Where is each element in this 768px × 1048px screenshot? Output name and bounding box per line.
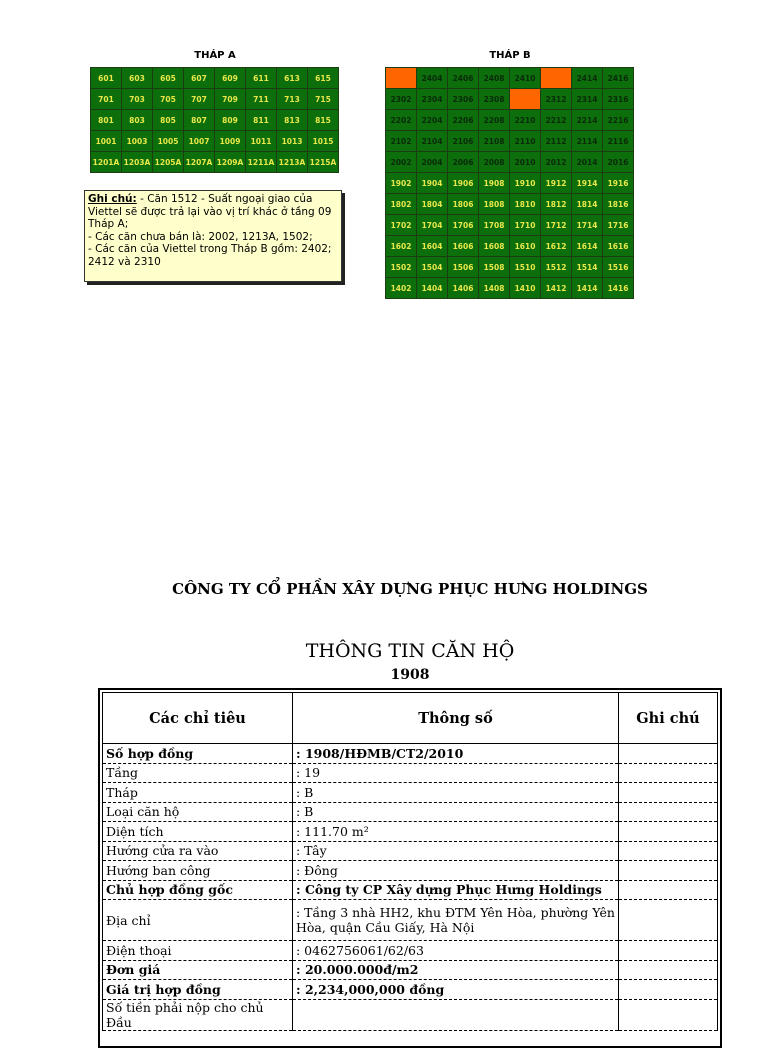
note-line-2: - Các căn chưa bán là: 2002, 1213A, 1502;	[88, 230, 313, 243]
tower-b-unit: 1902	[386, 173, 417, 194]
tower-b-unit: 2316	[603, 89, 634, 110]
info-label: Điện thoại	[103, 941, 293, 961]
tower-b-unit: 1414	[572, 278, 603, 299]
info-value: : 2,234,000,000 đồng	[293, 980, 619, 1000]
tower-a-grid	[90, 67, 339, 173]
tower-b-unit: 2206	[448, 110, 479, 131]
tower-b-unit-highlight	[510, 89, 541, 110]
tower-a-unit: 809	[215, 110, 246, 131]
tower-b-title: THÁP B	[489, 50, 531, 61]
tower-b-unit: 1608	[479, 236, 510, 257]
tower-b-row	[386, 68, 634, 89]
tower-a-unit: 609	[215, 68, 246, 89]
tower-b-row	[386, 194, 634, 215]
tower-a-row	[91, 110, 339, 131]
tower-b-unit: 1802	[386, 194, 417, 215]
info-note	[619, 783, 718, 803]
tower-b-row	[386, 173, 634, 194]
tower-b-unit: 1514	[572, 257, 603, 278]
info-note	[619, 744, 718, 764]
tower-a-row	[91, 131, 339, 152]
tower-b-unit: 1508	[479, 257, 510, 278]
tower-b-unit: 1710	[510, 215, 541, 236]
info-label: Tháp	[103, 783, 293, 803]
info-label: Địa chỉ	[103, 900, 293, 941]
tower-b-unit: 1712	[541, 215, 572, 236]
tower-a-unit: 1013	[277, 131, 308, 152]
info-label: Chủ hợp đồng gốc	[103, 880, 293, 900]
tower-b-unit: 2306	[448, 89, 479, 110]
tower-a-row	[91, 89, 339, 110]
tower-a-unit: 815	[308, 110, 339, 131]
tower-b-unit: 2002	[386, 152, 417, 173]
info-note	[619, 941, 718, 961]
info-label: Giá trị hợp đồng	[103, 980, 293, 1000]
tower-b-unit: 1716	[603, 215, 634, 236]
info-label: Số tiền phải nộp cho chủ Đầu	[103, 999, 293, 1030]
tower-b-unit: 2014	[572, 152, 603, 173]
note-label: Ghi chú:	[88, 193, 137, 205]
tower-b-unit: 2406	[448, 68, 479, 89]
tower-b-row	[386, 152, 634, 173]
info-note	[619, 999, 718, 1030]
tower-b-unit: 2006	[448, 152, 479, 173]
tower-a-unit: 615	[308, 68, 339, 89]
tower-a-unit: 1009	[215, 131, 246, 152]
info-note	[619, 980, 718, 1000]
tower-b-unit: 2202	[386, 110, 417, 131]
info-table	[102, 692, 718, 1031]
tower-b-row	[386, 110, 634, 131]
tower-a-unit: 1213A	[277, 152, 308, 173]
tower-a-unit: 605	[153, 68, 184, 89]
header-value: Thông số	[293, 693, 619, 744]
tower-b-unit: 2312	[541, 89, 572, 110]
tower-a-unit: 813	[277, 110, 308, 131]
tower-b-unit: 2116	[603, 131, 634, 152]
tower-b-row	[386, 278, 634, 299]
tower-a-unit: 713	[277, 89, 308, 110]
tower-b-unit: 1512	[541, 257, 572, 278]
tower-b-unit: 2414	[572, 68, 603, 89]
tower-b-unit: 2008	[479, 152, 510, 173]
info-row	[103, 763, 718, 783]
info-note	[619, 960, 718, 980]
info-note	[619, 802, 718, 822]
tower-b-unit-highlight	[541, 68, 572, 89]
info-row	[103, 783, 718, 803]
tower-b-unit: 1404	[417, 278, 448, 299]
tower-a-unit: 715	[308, 89, 339, 110]
tower-b-unit: 2308	[479, 89, 510, 110]
info-value: : 111.70 m²	[293, 822, 619, 842]
tower-b-unit: 1506	[448, 257, 479, 278]
tower-a-unit: 1001	[91, 131, 122, 152]
tower-b-unit: 2114	[572, 131, 603, 152]
tower-b-unit: 1412	[541, 278, 572, 299]
info-value: : Tây	[293, 841, 619, 861]
info-value: : 1908/HĐMB/CT2/2010	[293, 744, 619, 764]
tower-a-unit: 711	[246, 89, 277, 110]
tower-b-unit: 1410	[510, 278, 541, 299]
info-row	[103, 980, 718, 1000]
tower-b-unit: 1912	[541, 173, 572, 194]
tower-a-unit: 807	[184, 110, 215, 131]
tower-b-unit: 1808	[479, 194, 510, 215]
info-label: Đơn giá	[103, 960, 293, 980]
tower-b-unit: 1612	[541, 236, 572, 257]
tower-b-unit: 1408	[479, 278, 510, 299]
tower-b-unit: 2204	[417, 110, 448, 131]
info-note	[619, 822, 718, 842]
info-row	[103, 941, 718, 961]
header-criteria: Các chỉ tiêu	[103, 693, 293, 744]
info-row	[103, 999, 718, 1030]
tower-b-unit: 1816	[603, 194, 634, 215]
tower-b-unit: 2404	[417, 68, 448, 89]
tower-a-unit: 1015	[308, 131, 339, 152]
info-note	[619, 841, 718, 861]
tower-a-unit: 709	[215, 89, 246, 110]
info-table-frame	[98, 688, 722, 1048]
tower-b-unit: 2016	[603, 152, 634, 173]
tower-b-unit: 1402	[386, 278, 417, 299]
tower-b-unit: 2216	[603, 110, 634, 131]
info-value	[293, 999, 619, 1030]
info-note	[619, 880, 718, 900]
tower-b-unit: 2304	[417, 89, 448, 110]
info-note	[619, 861, 718, 881]
info-value: : 20.000.000đ/m2	[293, 960, 619, 980]
tower-b-row	[386, 215, 634, 236]
info-value: : Tầng 3 nhà HH2, khu ĐTM Yên Hòa, phường Yên Hòa, quận Cầu Giấy, Hà Nội	[293, 900, 619, 941]
tower-a-unit: 1203A	[122, 152, 153, 173]
info-value: : Công ty CP Xây dựng Phục Hưng Holdings	[293, 880, 619, 900]
tower-b-unit: 2112	[541, 131, 572, 152]
tower-a-unit: 805	[153, 110, 184, 131]
company-name: CÔNG TY CỔ PHẦN XÂY DỰNG PHỤC HƯNG HOLDINGS	[172, 580, 648, 598]
info-label: Diện tích	[103, 822, 293, 842]
tower-b-unit: 1406	[448, 278, 479, 299]
tower-a-unit: 1005	[153, 131, 184, 152]
tower-a-unit: 603	[122, 68, 153, 89]
tower-b-unit: 1614	[572, 236, 603, 257]
note-line-1: - Căn 1512 - Suất ngoại giao của Viettel sẽ được trả lại vào vị trí khác ở tầng 09 Tháp A;	[88, 193, 332, 230]
tower-b-unit: 1516	[603, 257, 634, 278]
tower-a-unit: 701	[91, 89, 122, 110]
info-label: Hướng cửa ra vào	[103, 841, 293, 861]
tower-b-unit-highlight	[386, 68, 417, 89]
info-value: : 19	[293, 763, 619, 783]
tower-a-unit: 1011	[246, 131, 277, 152]
tower-b-unit: 1610	[510, 236, 541, 257]
tower-b-unit: 1616	[603, 236, 634, 257]
tower-a-row	[91, 68, 339, 89]
tower-b-unit: 1906	[448, 173, 479, 194]
tower-b-row	[386, 236, 634, 257]
tower-a-row	[91, 152, 339, 173]
tower-b-unit: 2408	[479, 68, 510, 89]
tower-a-unit: 1209A	[215, 152, 246, 173]
note-line-3: - Các căn của Viettel trong Tháp B gồm: 2402; 2412 và 2310	[88, 243, 332, 268]
tower-b-grid	[385, 67, 634, 299]
info-value: : Đông	[293, 861, 619, 881]
apartment-number: 1908	[390, 667, 430, 683]
tower-b-unit: 2102	[386, 131, 417, 152]
tower-b-unit: 1502	[386, 257, 417, 278]
info-row	[103, 900, 718, 941]
info-label: Hướng ban công	[103, 861, 293, 881]
tower-b-unit: 1914	[572, 173, 603, 194]
tower-a-unit: 613	[277, 68, 308, 89]
tower-b-unit: 1812	[541, 194, 572, 215]
info-label: Loại căn hộ	[103, 802, 293, 822]
tower-b-unit: 1814	[572, 194, 603, 215]
tower-b-unit: 2302	[386, 89, 417, 110]
tower-b-unit: 2104	[417, 131, 448, 152]
tower-a-unit: 611	[246, 68, 277, 89]
tower-a-unit: 705	[153, 89, 184, 110]
tower-a-unit: 801	[91, 110, 122, 131]
tower-b-unit: 1416	[603, 278, 634, 299]
tower-b-unit: 1908	[479, 173, 510, 194]
tower-b-unit: 2208	[479, 110, 510, 131]
tower-b-unit: 1704	[417, 215, 448, 236]
tower-b-unit: 2416	[603, 68, 634, 89]
tower-b-unit: 2314	[572, 89, 603, 110]
header-note: Ghi chú	[619, 693, 718, 744]
tower-b-unit: 2010	[510, 152, 541, 173]
tower-b-row	[386, 257, 634, 278]
info-note	[619, 900, 718, 941]
tower-a-unit: 607	[184, 68, 215, 89]
info-label: Tầng	[103, 763, 293, 783]
tower-b-unit: 1714	[572, 215, 603, 236]
tower-b-unit: 1602	[386, 236, 417, 257]
tower-a-unit: 1215A	[308, 152, 339, 173]
tower-b-unit: 1910	[510, 173, 541, 194]
tower-a-unit: 1003	[122, 131, 153, 152]
info-row	[103, 861, 718, 881]
info-row	[103, 841, 718, 861]
tower-b-row	[386, 131, 634, 152]
info-row	[103, 744, 718, 764]
tower-b-unit: 2210	[510, 110, 541, 131]
tower-b-unit: 2212	[541, 110, 572, 131]
tower-b-row	[386, 89, 634, 110]
tower-b-unit: 1806	[448, 194, 479, 215]
tower-a-unit: 1207A	[184, 152, 215, 173]
tower-a-unit: 703	[122, 89, 153, 110]
tower-a-unit: 803	[122, 110, 153, 131]
tower-b-unit: 2410	[510, 68, 541, 89]
info-note	[619, 763, 718, 783]
tower-a-unit: 811	[246, 110, 277, 131]
tower-a-unit: 601	[91, 68, 122, 89]
tower-a-unit: 1205A	[153, 152, 184, 173]
tower-a-unit: 707	[184, 89, 215, 110]
tower-a-title: THÁP A	[194, 50, 236, 61]
tower-b-unit: 1706	[448, 215, 479, 236]
tower-a-unit: 1211A	[246, 152, 277, 173]
tower-b-unit: 1702	[386, 215, 417, 236]
info-row	[103, 960, 718, 980]
info-label: Số hợp đồng	[103, 744, 293, 764]
tower-b-unit: 1606	[448, 236, 479, 257]
info-value: : B	[293, 783, 619, 803]
tower-b-unit: 1904	[417, 173, 448, 194]
info-row	[103, 822, 718, 842]
info-value: : B	[293, 802, 619, 822]
note-box	[84, 190, 342, 282]
info-row	[103, 802, 718, 822]
tower-a-unit: 1007	[184, 131, 215, 152]
tower-b-unit: 2012	[541, 152, 572, 173]
tower-b-unit: 2106	[448, 131, 479, 152]
tower-b-unit: 1810	[510, 194, 541, 215]
tower-b-unit: 1916	[603, 173, 634, 194]
info-value: : 0462756061/62/63	[293, 941, 619, 961]
page-title: THÔNG TIN CĂN HỘ	[305, 640, 515, 662]
tower-a-unit: 1201A	[91, 152, 122, 173]
tower-b-unit: 1510	[510, 257, 541, 278]
tower-b-unit: 1804	[417, 194, 448, 215]
tower-b-unit: 2004	[417, 152, 448, 173]
info-row	[103, 880, 718, 900]
tower-b-unit: 1504	[417, 257, 448, 278]
tower-b-unit: 2110	[510, 131, 541, 152]
tower-b-unit: 1604	[417, 236, 448, 257]
tower-b-unit: 2214	[572, 110, 603, 131]
tower-b-unit: 2108	[479, 131, 510, 152]
tower-b-unit: 1708	[479, 215, 510, 236]
